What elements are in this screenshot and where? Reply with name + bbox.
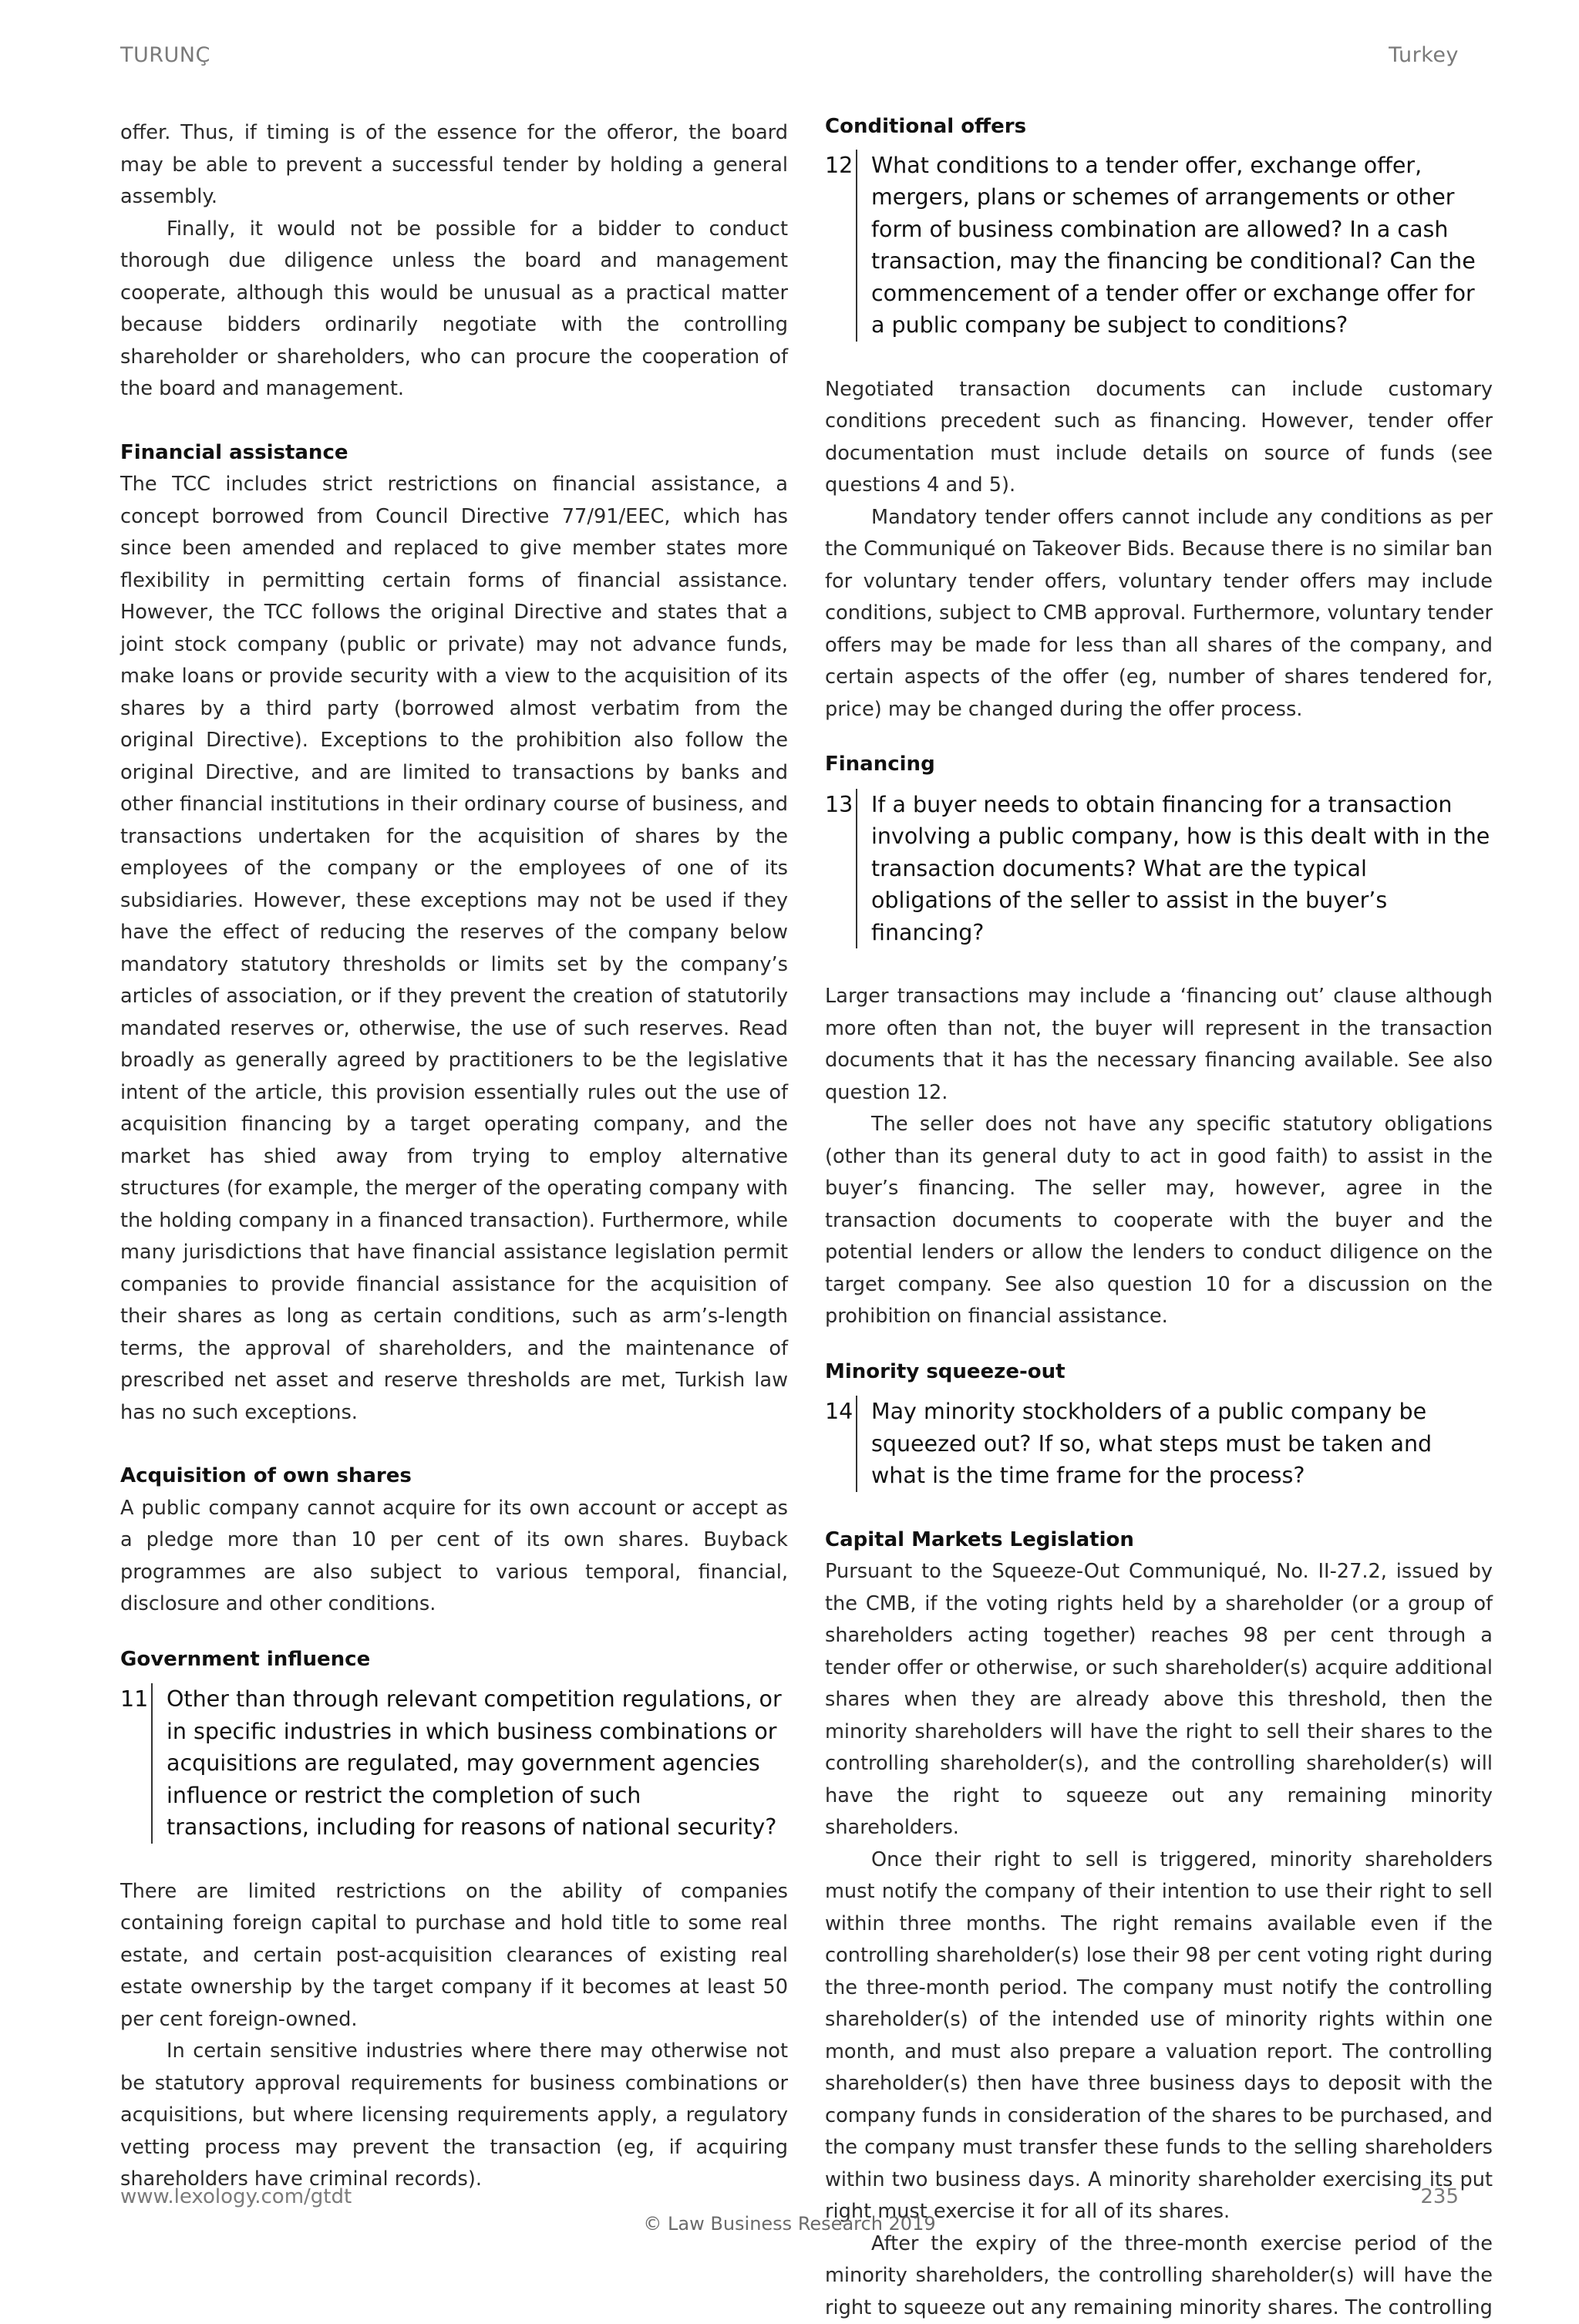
right-column — [825, 111, 1493, 2324]
paragraph: Mandatory tender offers cannot include any conditions as per the Communiqué on Takeover Bids. Because there is no similar ban for voluntary tender offers, voluntary tender offers may include conditions, subject to CMB approval. Furthermore, voluntary tender offers may be made for less than all shares of the company, and certain aspects of the offer (eg, number of shares tendered for, price) may be changed during the offer process. — [825, 502, 1493, 726]
paragraph: The TCC includes strict restrictions on financial assistance, a concept borrowed from Council Directive 77/91/EEC, which has since been amended and replaced to give member states more flexibility in permitting certain forms of financial assistance. However, the TCC follows the original Directive and states that a joint stock company (public or private) may not advance funds, make loans or provide security with a view to the acquisition of its shares by a third party (borrowed almost verbatim from the original Directive). Exceptions to the prohibition also follow the original Directive, and are limited to transactions by banks and other financial institutions in their ordinary course of business, and transactions undertaken for the acquisition of shares by the employees of the company or the employees of one of its subsidiaries. However, these exceptions may not be used if they have the effect of reducing the reserves of the company below mandatory statutory thresholds or limits set by the company’s articles of association, or if they prevent the creation of statutorily mandated reserves or, otherwise, the use of such reserves. Read broadly as generally agreed by practitioners to be the legislative intent of the article, this provision essentially rules out the use of acquisition financing by a target operating company, and the market has shied away from trying to employ alternative structures (for example, the merger of the operating company with the holding company in a financed transaction). Furthermore, while many jurisdictions that have financial assistance legislation permit companies to provide financial assistance for the acquisition of their shares as long as certain conditions, such as arm’s-length terms, the approval of shareholders, and the maintenance of prescribed net asset and reserve thresholds are met, Turkish law has no such exceptions. — [120, 469, 788, 1429]
section-heading-minority-squeeze-out: Minority squeeze-out — [825, 1356, 1493, 1389]
question-text: May minority stockholders of a public company be squeezed out? If so, what steps must be taken and what is the time frame for the process? — [856, 1396, 1493, 1492]
page-number: 235 — [1420, 2185, 1459, 2208]
left-column — [120, 117, 788, 2196]
paragraph: Negotiated transaction documents can include customary conditions precedent such as financing. However, tender offer documentation must include details on source of funds (see questions 4 and 5). — [825, 374, 1493, 502]
question-block-12 — [825, 150, 1493, 342]
section-heading-capital-markets: Capital Markets Legislation — [825, 1524, 1493, 1557]
question-number: 13 — [825, 789, 856, 949]
section-heading-conditional-offers: Conditional offers — [825, 111, 1493, 143]
section-heading-government-influence: Government influence — [120, 1644, 788, 1676]
paragraph: Larger transactions may include a ‘financing out’ clause although more often than not, the buyer will represent in the transaction documents that it has the necessary financing available. See also question 12. — [825, 981, 1493, 1109]
question-text: If a buyer needs to obtain financing for a transaction involving a public company, how is this dealt with in the transaction documents? What are the typical obligations of the seller to assist in the buyer’s financing? — [856, 789, 1493, 949]
question-block-14 — [825, 1396, 1493, 1492]
footer-url: www.lexology.com/gtdt — [120, 2185, 352, 2208]
question-block-11 — [120, 1683, 788, 1844]
question-number: 12 — [825, 150, 856, 342]
section-heading-financial-assistance: Financial assistance — [120, 437, 788, 470]
paragraph: Pursuant to the Squeeze-Out Communiqué, No. II-27.2, issued by the CMB, if the voting rights held by a shareholder (or a group of shareholders acting together) reaches 98 per cent through a tender offer or otherwise, or such shareholder(s) acquire additional shares when they are already above this threshold, then the minority shareholders will have the right to sell their shares to the controlling shareholder(s), and the controlling shareholder(s) will have the right to squeeze out any remaining minority shareholders. — [825, 1556, 1493, 1844]
copyright-notice: © Law Business Research 2019 — [0, 2215, 1579, 2233]
running-header-country: Turkey — [1389, 43, 1459, 67]
paragraph: A public company cannot acquire for its own account or accept as a pledge more than 10 per cent of its own shares. Buyback programmes are also subject to various temporal, financial, disclosure and other conditions. — [120, 1493, 788, 1621]
question-number: 14 — [825, 1396, 856, 1492]
question-text: Other than through relevant competition regulations, or in specific industries in which business combinations or acquisitions are regulated, may government agencies influence or restrict the completion of such transactions, including for reasons of national security? — [151, 1683, 788, 1844]
paragraph: offer. Thus, if timing is of the essence for the offeror, the board may be able to prevent a successful tender by holding a general assembly. — [120, 117, 788, 214]
question-text: What conditions to a tender offer, exchange offer, mergers, plans or schemes of arrangements or other form of business combination are allowed? In a cash transaction, may the financing be conditional? Can the commencement of a tender offer or exchange offer for a public company be subject to conditions? — [856, 150, 1493, 342]
paragraph: There are limited restrictions on the ability of companies containing foreign capital to purchase and hold title to some real estate, and certain post-acquisition clearances of existing real estate ownership by the target company if it becomes at least 50 per cent foreign-owned. — [120, 1876, 788, 2036]
paragraph: After the expiry of the three-month exercise period of the minority shareholders, the controlling shareholder(s) will have the right to squeeze out any remaining minority shares. The controlling — [825, 2228, 1493, 2324]
section-heading-own-shares: Acquisition of own shares — [120, 1460, 788, 1493]
paragraph: The seller does not have any specific statutory obligations (other than its general duty to act in good faith) to assist in the buyer’s financing. The seller may, however, agree in the transaction documents to cooperate with the buyer and the potential lenders or allow the lenders to conduct diligence on the target company. See also question 10 for a discussion on the prohibition on financial assistance. — [825, 1109, 1493, 1333]
paragraph: Finally, it would not be possible for a bidder to conduct thorough due diligence unless the board and management cooperate, although this would be unusual as a practical matter because bidders ordinarily negotiate with the controlling shareholder or shareholders, who can procure the cooperation of the board and management. — [120, 214, 788, 406]
paragraph: In certain sensitive industries where there may otherwise not be statutory approval requirements for business combinations or acquisitions, but where licensing requirements apply, a regulatory vetting process may prevent the transaction (eg, if acquiring shareholders have criminal records). — [120, 2036, 788, 2196]
section-heading-financing: Financing — [825, 749, 1493, 781]
question-number: 11 — [120, 1683, 151, 1844]
paragraph: Once their right to sell is triggered, minority shareholders must notify the company of their intention to use their right to sell within three months. The right remains available even if the controlling shareholder(s) lose their 98 per cent voting right during the three-month period. The company must notify the controlling shareholder(s) of the intended use of minority rights within one month, and must also prepare a valuation report. The controlling shareholder(s) then have three business days to deposit with the company funds in consideration of the shares to be purchased, and the company must transfer these funds to the selling shareholders within two business days. A minority shareholder exercising its put right must exercise it for all of its shares. — [825, 1844, 1493, 2228]
question-block-13 — [825, 789, 1493, 949]
running-header-author: TURUNÇ — [120, 43, 210, 67]
